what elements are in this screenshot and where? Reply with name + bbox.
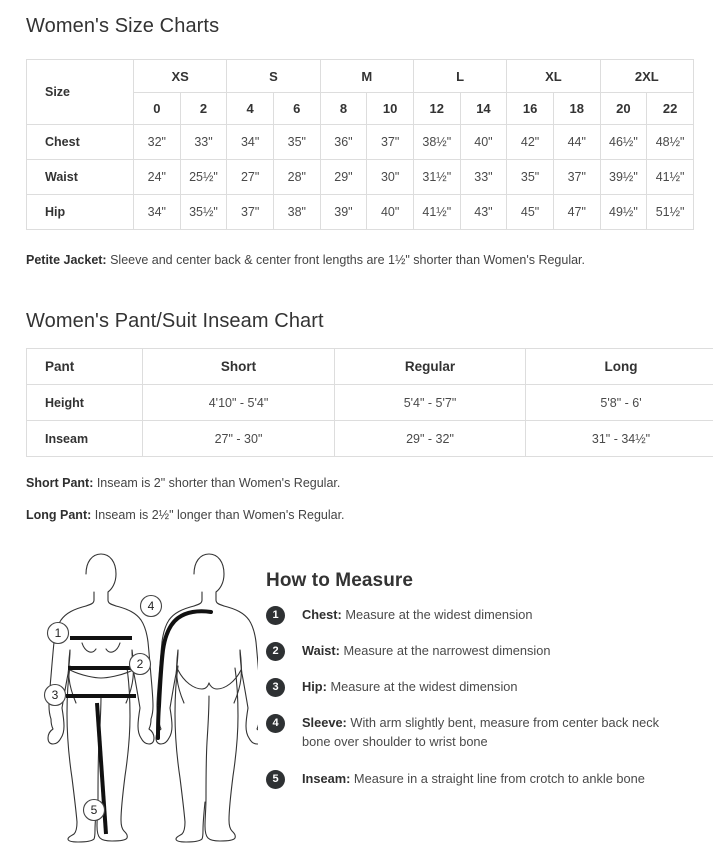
numeric-size-12: 12 [413, 93, 460, 125]
cell-height-short: 4'10" - 5'4" [143, 385, 335, 421]
table-row [27, 125, 694, 160]
inseam-header-short: Short [143, 349, 335, 385]
womens-size-table [26, 59, 694, 230]
cell-inseam-long: 31" - 34½" [526, 421, 713, 457]
cell-waist-12: 31½" [413, 160, 460, 195]
table-row [27, 385, 713, 421]
measure-badge-5: 5 [266, 770, 285, 789]
row-label-height: Height [27, 385, 143, 421]
figure-marker-1-label: 1 [54, 626, 62, 640]
cell-hip-0: 34" [134, 195, 181, 230]
cell-waist-20: 39½" [600, 160, 647, 195]
measure-term-chest: Chest: [302, 607, 342, 622]
note-petite-jacket [26, 252, 585, 270]
list-item [266, 713, 686, 751]
figure-marker-2 [130, 654, 151, 675]
measure-desc-waist: Measure at the narrowest dimension [339, 643, 551, 658]
figure-marker-3 [45, 685, 66, 706]
body-measurement-figures [26, 546, 258, 844]
measure-desc-sleeve: With arm slightly bent, measure from center back neck bone over shoulder to wrist bone [302, 715, 660, 750]
cell-waist-6: 28" [273, 160, 320, 195]
numeric-size-16: 16 [507, 93, 554, 125]
cell-height-long: 5'8" - 6' [526, 385, 713, 421]
cell-waist-22: 41½" [647, 160, 694, 195]
table-row-header [27, 349, 713, 385]
cell-waist-14: 33" [460, 160, 507, 195]
how-to-measure-list [266, 605, 686, 805]
group-header-l: L [413, 60, 506, 93]
figure-marker-2-label: 2 [136, 657, 144, 671]
row-label-hip: Hip [27, 195, 134, 230]
figure-marker-4 [141, 596, 162, 617]
cell-hip-4: 37" [227, 195, 274, 230]
numeric-size-4: 4 [227, 93, 274, 125]
cell-hip-6: 38" [273, 195, 320, 230]
cell-chest-4: 34" [227, 125, 274, 160]
measure-text-hip [302, 677, 518, 696]
cell-waist-10: 30" [367, 160, 414, 195]
measure-term-waist: Waist: [302, 643, 340, 658]
cell-hip-20: 49½" [600, 195, 647, 230]
numeric-size-18: 18 [553, 93, 600, 125]
measure-badge-2: 2 [266, 642, 285, 661]
row-label-waist: Waist [27, 160, 134, 195]
inseam-header-pant: Pant [27, 349, 143, 385]
cell-inseam-regular: 29" - 32" [335, 421, 526, 457]
measure-desc-inseam: Measure in a straight line from crotch to ankle bone [350, 771, 645, 787]
note-short-pant-text: Inseam is 2" shorter than Women's Regular. [93, 476, 341, 490]
cell-hip-10: 40" [367, 195, 414, 230]
measure-text-waist [302, 641, 550, 660]
page-title: Women's Size Charts [26, 15, 220, 37]
list-item [266, 641, 686, 661]
list-item [266, 769, 686, 789]
note-petite-jacket-text: Sleeve and center back & center front lengths are 1½" shorter than Women's Regular. [106, 253, 585, 267]
cell-chest-20: 46½" [600, 125, 647, 160]
cell-hip-14: 43" [460, 195, 507, 230]
measure-term-hip: Hip: [302, 679, 327, 694]
cell-hip-8: 39" [320, 195, 367, 230]
measure-text-chest [302, 605, 532, 624]
cell-waist-16: 35" [507, 160, 554, 195]
row-label-chest: Chest [27, 125, 134, 160]
cell-chest-14: 40" [460, 125, 507, 160]
row-label-inseam: Inseam [27, 421, 143, 457]
how-to-measure-title: How to Measure [266, 570, 414, 591]
numeric-size-0: 0 [134, 93, 181, 125]
figure-marker-4-label: 4 [147, 599, 155, 613]
cell-hip-16: 45" [507, 195, 554, 230]
cell-chest-16: 42" [507, 125, 554, 160]
table-row [27, 160, 694, 195]
cell-hip-12: 41½" [413, 195, 460, 230]
group-header-s: S [227, 60, 320, 93]
measure-term-inseam: Inseam: [302, 771, 351, 787]
cell-chest-10: 37" [367, 125, 414, 160]
cell-waist-8: 29" [320, 160, 367, 195]
figure-marker-5 [84, 800, 105, 821]
numeric-size-14: 14 [460, 93, 507, 125]
cell-chest-12: 38½" [413, 125, 460, 160]
measure-text-sleeve [302, 713, 686, 751]
cell-chest-0: 32" [134, 125, 181, 160]
numeric-size-22: 22 [647, 93, 694, 125]
cell-inseam-short: 27" - 30" [143, 421, 335, 457]
measure-desc-chest: Measure at the widest dimension [341, 607, 533, 622]
note-long-pant-label: Long Pant: [26, 508, 92, 522]
cell-chest-18: 44" [553, 125, 600, 160]
measure-term-sleeve: Sleeve: [302, 715, 347, 730]
group-header-xl: XL [507, 60, 600, 93]
numeric-size-20: 20 [600, 93, 647, 125]
group-header-xs: XS [134, 60, 227, 93]
cell-chest-22: 48½" [647, 125, 694, 160]
measure-badge-1: 1 [266, 606, 285, 625]
measure-badge-4: 4 [266, 714, 285, 733]
cell-waist-2: 25½" [180, 160, 227, 195]
note-long-pant-text: Inseam is 2½" longer than Women's Regular. [91, 508, 345, 522]
note-short-pant [26, 475, 340, 493]
list-item [266, 605, 686, 625]
numeric-size-6: 6 [273, 93, 320, 125]
inseam-header-regular: Regular [335, 349, 526, 385]
group-header-m: M [320, 60, 413, 93]
measure-desc-hip: Measure at the widest dimension [326, 679, 518, 694]
figures-svg [26, 546, 258, 844]
inseam-header-long: Long [526, 349, 713, 385]
cell-hip-18: 47" [553, 195, 600, 230]
cell-chest-2: 33" [180, 125, 227, 160]
back-body-figure [156, 554, 258, 842]
measure-badge-3: 3 [266, 678, 285, 697]
cell-height-regular: 5'4" - 5'7" [335, 385, 526, 421]
cell-chest-6: 35" [273, 125, 320, 160]
cell-waist-4: 27" [227, 160, 274, 195]
table-row-group-headers [27, 60, 694, 93]
note-long-pant [26, 507, 345, 525]
table-row [27, 195, 694, 230]
inseam-table [26, 348, 713, 457]
cell-hip-2: 35½" [180, 195, 227, 230]
group-header-2xl: 2XL [600, 60, 693, 93]
note-short-pant-label: Short Pant: [26, 476, 94, 490]
figure-marker-1 [48, 623, 69, 644]
list-item [266, 677, 686, 697]
numeric-size-8: 8 [320, 93, 367, 125]
note-petite-jacket-label: Petite Jacket: [26, 253, 107, 267]
cell-chest-8: 36" [320, 125, 367, 160]
sleeve-measure-line [158, 611, 211, 738]
measurement-lines-back [158, 611, 211, 738]
numeric-size-10: 10 [367, 93, 414, 125]
cell-waist-18: 37" [553, 160, 600, 195]
figure-marker-5-label: 5 [90, 803, 98, 817]
inseam-chart-title: Women's Pant/Suit Inseam Chart [26, 310, 324, 332]
table-row [27, 421, 713, 457]
cell-hip-22: 51½" [647, 195, 694, 230]
figure-marker-3-label: 3 [51, 688, 59, 702]
numeric-size-2: 2 [180, 93, 227, 125]
measure-text-inseam [302, 769, 645, 788]
size-corner-label: Size [27, 60, 134, 125]
cell-waist-0: 24" [134, 160, 181, 195]
